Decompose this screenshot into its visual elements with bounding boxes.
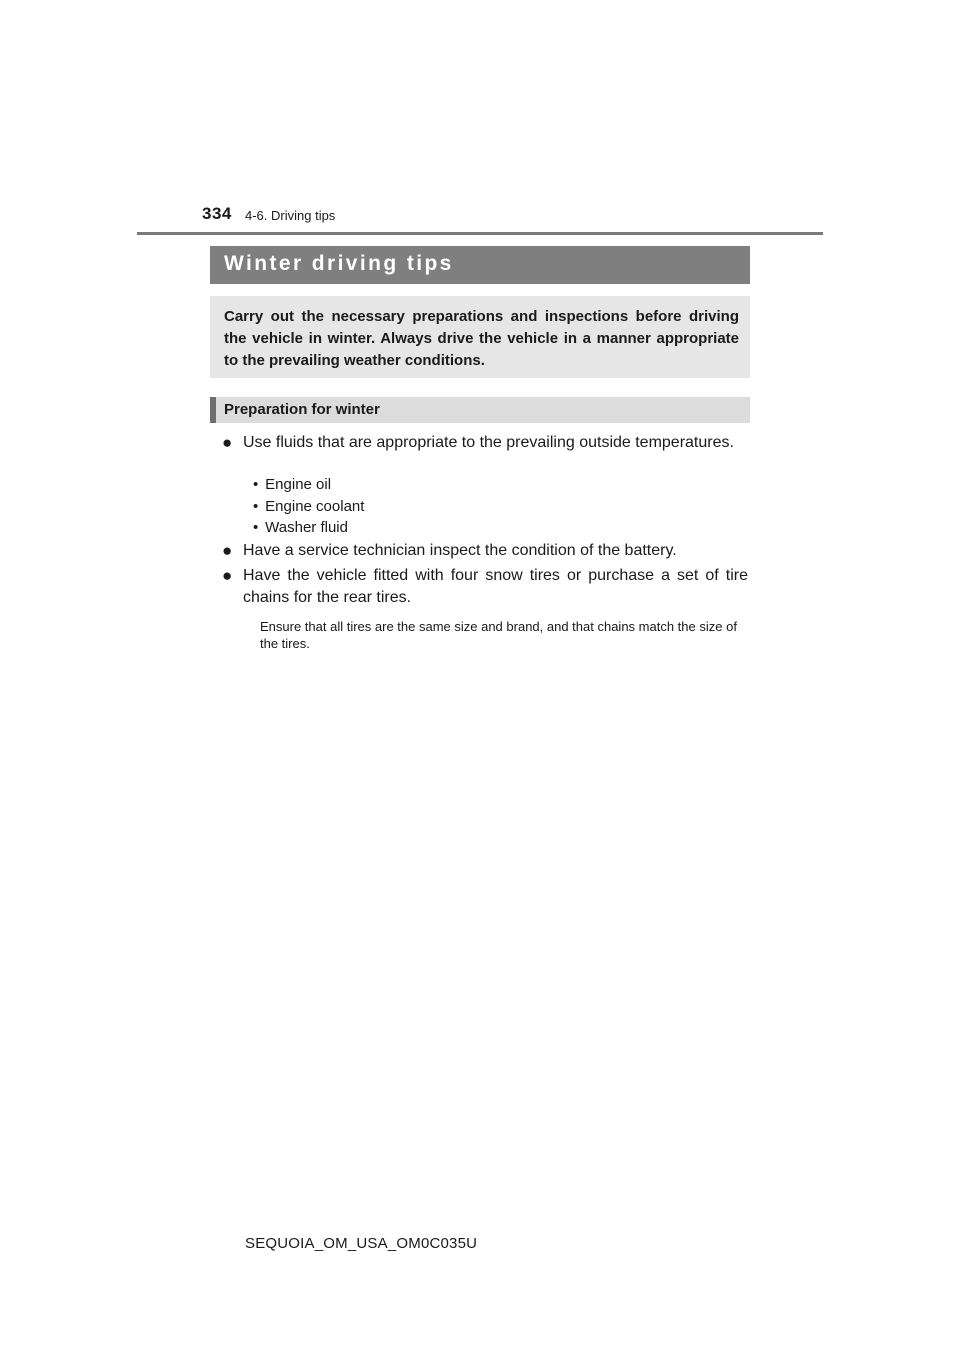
bullet-note: Ensure that all tires are the same size and brand, and that chains match the size of the tires. <box>260 619 737 651</box>
section-title-bar <box>210 246 750 284</box>
subsection-title: Preparation for winter <box>224 401 380 418</box>
running-head: 4-6. Driving tips <box>245 208 336 223</box>
sub-list-item <box>253 475 331 495</box>
sub-list-text: Engine coolant <box>265 498 365 515</box>
bullet-marker: ● <box>222 433 233 452</box>
sub-list-marker: • <box>253 476 259 493</box>
bullet-text: Use fluids that are appropriate to the prevailing outside temperatures. <box>243 434 734 451</box>
subsection-bar <box>210 397 750 423</box>
bullet-text: Have the vehicle fitted with four snow tires or purchase a set of tire chains for the rear tires. <box>243 567 748 606</box>
sub-list-item <box>253 518 348 538</box>
header-rule <box>137 232 823 235</box>
sub-list-text: Washer fluid <box>265 519 348 536</box>
intro-text: Carry out the necessary preparations and inspections before driving the vehicle in winter. Always drive the vehicle in a manner appropriate to the prevailing weather conditions. <box>224 308 739 369</box>
sub-list-marker: • <box>253 498 259 515</box>
bullet-text: Have a service technician inspect the condition of the battery. <box>243 542 677 559</box>
intro-box <box>210 296 750 378</box>
bullet-item <box>222 565 748 609</box>
page-number: 334 <box>202 204 232 223</box>
sub-list-marker: • <box>253 519 259 536</box>
footer-document-code: SEQUOIA_OM_USA_OM0C035U <box>245 1235 478 1252</box>
bullet-marker: ● <box>222 566 233 585</box>
sub-list-text: Engine oil <box>265 476 332 493</box>
bullet-item <box>222 432 748 454</box>
subsection-accent <box>210 397 216 423</box>
sub-list-item <box>253 497 364 517</box>
bullet-marker: ● <box>222 541 233 560</box>
section-title: Winter driving tips <box>224 252 454 275</box>
bullet-item <box>222 540 748 562</box>
